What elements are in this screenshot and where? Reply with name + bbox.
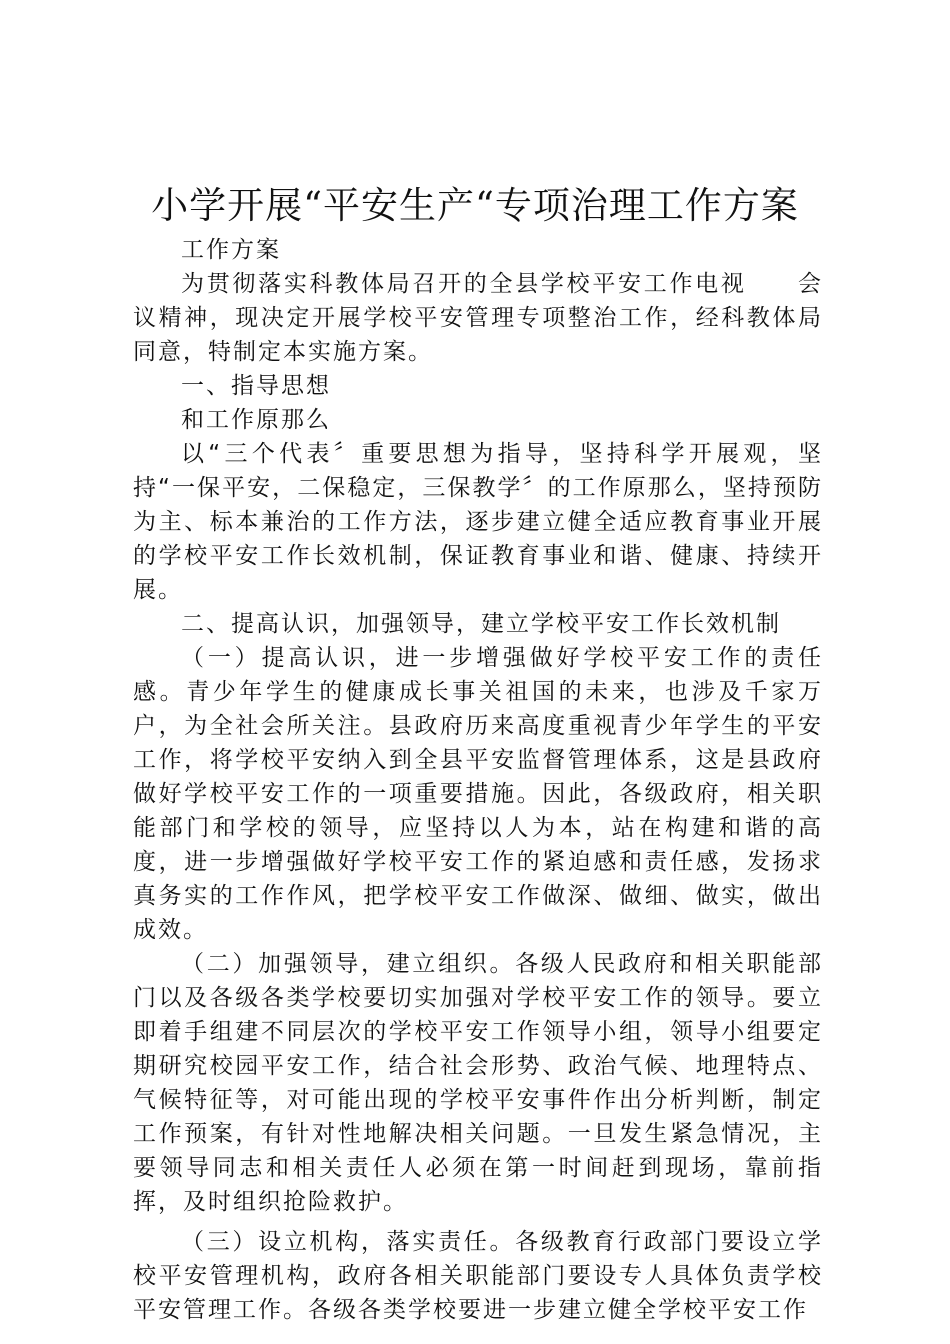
document-body <box>133 233 823 1327</box>
paragraph-intro: 为贯彻落实科教体局召开的全县学校平安工作电视 会议精神，现决定开展学校平安管理专项整治工作，经科教体局同意，特制定本实施方案。 <box>133 271 823 365</box>
document-title: 小学开展“平安生产“专项治理工作方案 <box>151 184 799 227</box>
paragraph-label: 工作方案 <box>181 237 281 263</box>
paragraph-item-2: （二）加强领导，建立组织。各级人民政府和相关职能部门以及各级各类学校要切实加强对学校平安工作的领导。要立即着手组建不同层次的学校平安工作领导小组，领导小组要定期研究校园平安工作，结合社会形势、政治气候、地理特点、气候特征等，对可能出现的学校平安事件作出分析判断，制定工作预案，有针对性地解决相关问题。一旦发生紧急情况，主要领导同志和相关责任人必须在第一时间赶到现场，靠前指挥，及时组织抢险救护。 <box>133 951 823 1215</box>
section-heading: 一、指导思想 <box>181 373 331 399</box>
section-heading: 二、提高认识，加强领导，建立学校平安工作长效机制 <box>181 611 781 637</box>
paragraph-item-1: （一）提高认识，进一步增强做好学校平安工作的责任感。青少年学生的健康成长事关祖国的未来，也涉及千家万户，为全社会所关注。县政府历来高度重视青少年学生的平安工作，将学校平安纳入到全县平安监督管理体系，这是县政府做好学校平安工作的一项重要措施。因此，各级政府，相关职能部门和学校的领导，应坚持以人为本，站在构建和谐的高度，进一步增强做好学校平安工作的紧迫感和责任感，发扬求真务实的工作作风，把学校平安工作做深、做细、做实，做出成效。 <box>133 645 823 943</box>
paragraph-item-3: （三）设立机构，落实责任。各级教育行政部门要设立学校平安管理机构，政府各相关职能部门要设专人具体负责学校平安管理工作。各级各类学校要进一步建立健全学校平安工作 <box>133 1229 823 1323</box>
section-heading-continued: 和工作原那么 <box>181 407 331 433</box>
paragraph-guiding-thought: 以“三个代表〞重要思想为指导，坚持科学开展观，坚持“一保平安，二保稳定，三保教学〞的工作原那么，坚持预防为主、标本兼治的工作方法，逐步建立健全适应教育事业开展的学校平安工作长效机制，保证教育事业和谐、健康、持续开展。 <box>133 441 823 603</box>
